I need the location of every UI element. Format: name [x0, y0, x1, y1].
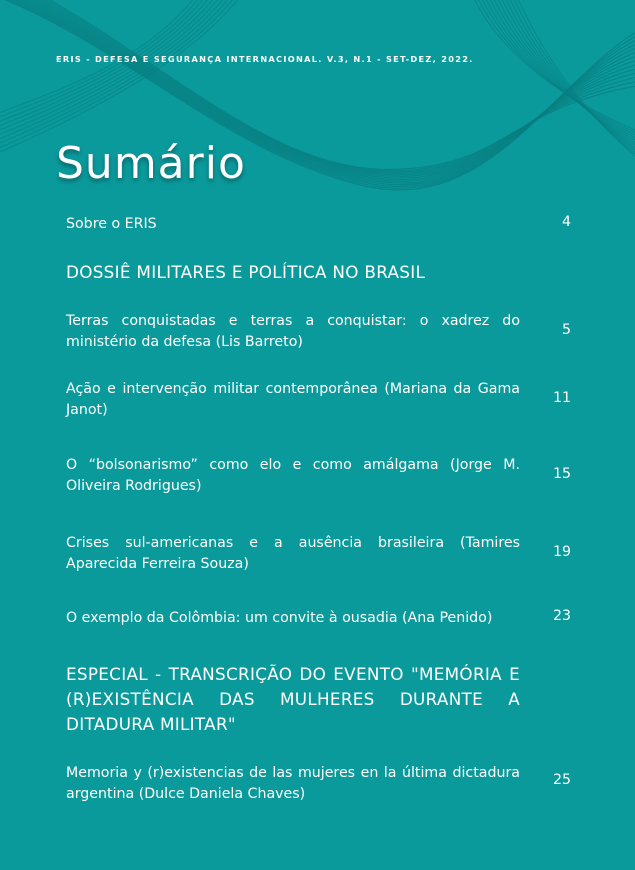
page-title: Sumário	[56, 138, 246, 189]
toc-entry-sobre-eris[interactable]: Sobre o ERIS	[66, 216, 157, 232]
toc-entry-article[interactable]: Terras conquistadas e terras a conquistar: o xadrez do ministério da defesa (Lis Barreto)	[66, 313, 520, 350]
wave-line	[0, 0, 210, 129]
toc-entry-article[interactable]: Crises sul-americanas e a ausência brasileira (Tamires Aparecida Ferreira Souza)	[66, 535, 520, 572]
toc-page-number: 15	[552, 466, 571, 482]
toc-entry-article[interactable]: O exemplo da Colômbia: um convite à ousadia (Ana Penido)	[66, 610, 493, 626]
toc-page-number: 19	[552, 544, 571, 560]
toc-page-number: 4	[561, 214, 571, 230]
journal-header: ERIS - DEFESA E SEGURANÇA INTERNACIONAL. V.3, N.1 - SET-DEZ, 2022.	[56, 54, 474, 64]
section-heading-especial: ESPECIAL - TRANSCRIÇÃO DO EVENTO "MEMÓRIA E (R)EXISTÊNCIA DAS MULHERES DURANTE A DITADURA MILITAR"	[66, 664, 520, 734]
section-heading-dossie: DOSSIÊ MILITARES E POLÍTICA NO BRASIL	[66, 262, 426, 282]
toc-page-number: 11	[552, 390, 571, 406]
toc-entry-article[interactable]: O “bolsonarismo” como elo e como amálgama (Jorge M. Oliveira Rodrigues)	[66, 457, 520, 494]
toc-entry-article[interactable]: Ação e intervenção militar contemporânea (Mariana da Gama Janot)	[66, 381, 520, 418]
toc-page-number: 23	[552, 608, 571, 624]
toc-page-number: 25	[552, 772, 571, 788]
wave-line	[506, 0, 635, 169]
toc-entry-special[interactable]: Memoria y (r)existencias de las mujeres en la última dictadura argentina (Dulce Daniela Chaves)	[66, 765, 520, 802]
toc-page-number: 5	[561, 322, 571, 338]
